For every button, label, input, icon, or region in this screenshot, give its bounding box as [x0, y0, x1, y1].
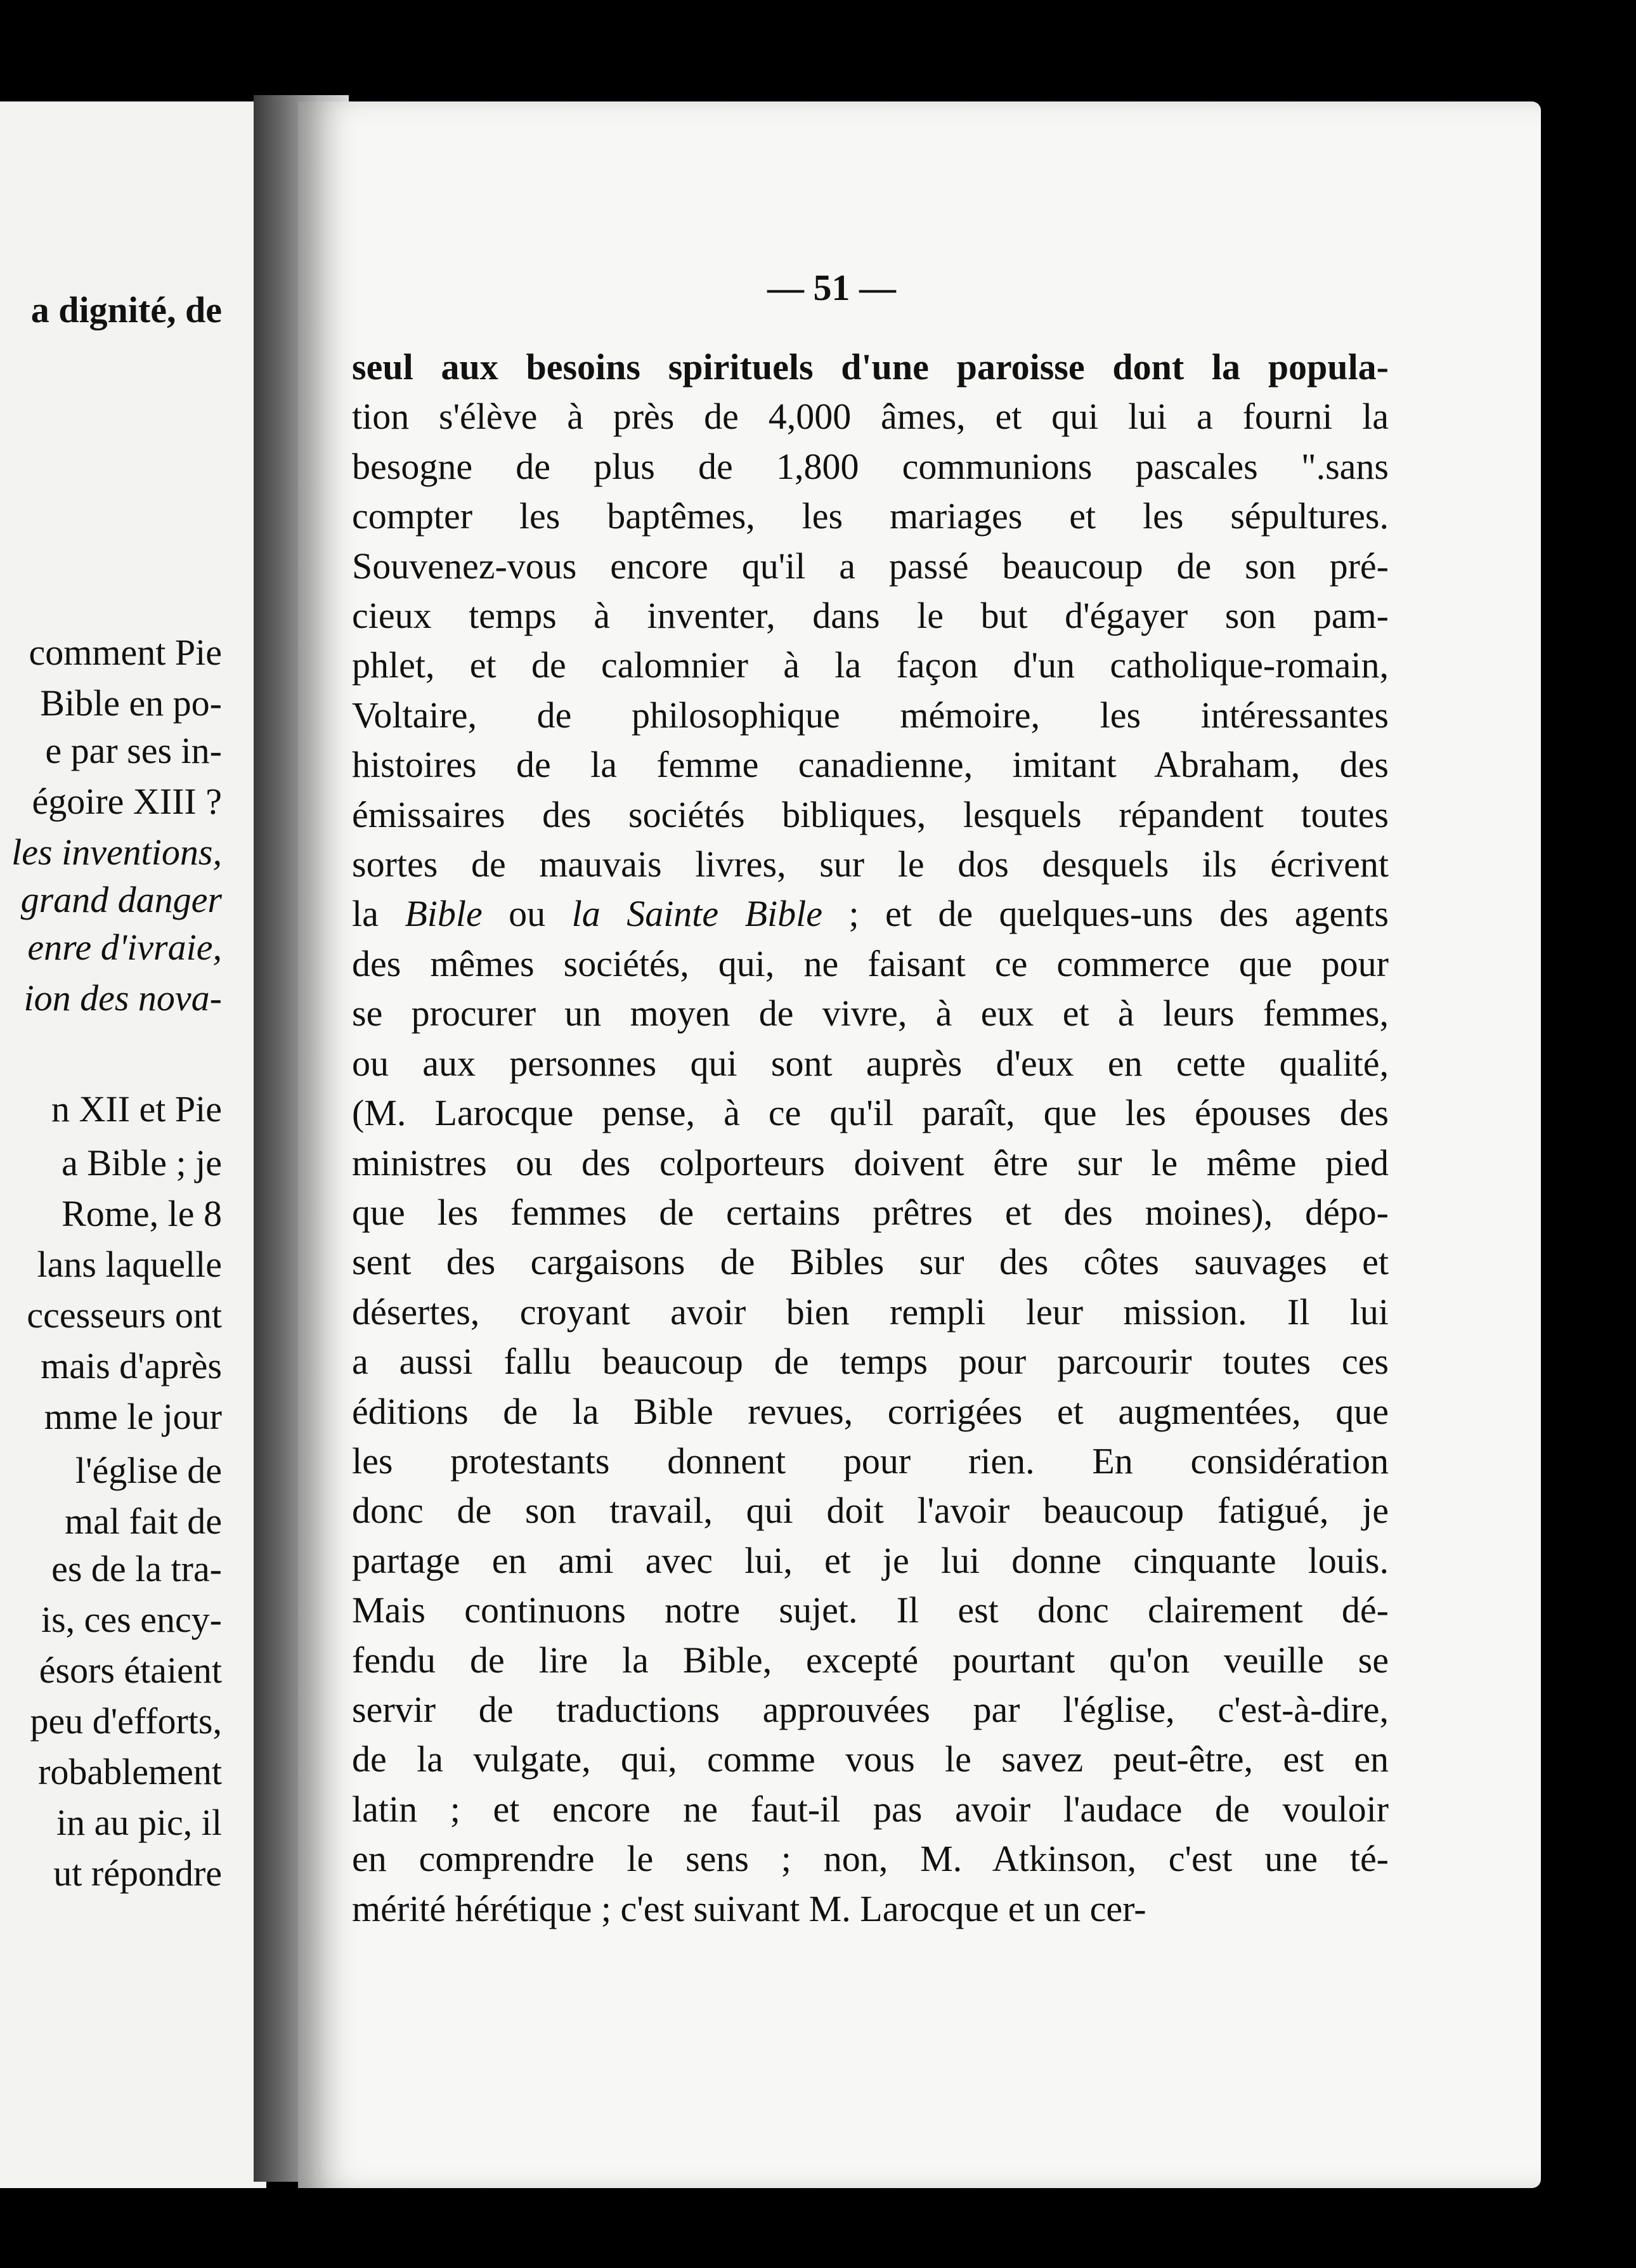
- left-page-line: es de la tra-: [51, 1548, 222, 1589]
- body-line: cieux temps à inventer, dans le but d'égayer son pam-: [352, 595, 1389, 637]
- left-page-line: comment Pie: [29, 632, 222, 673]
- body-line: a aussi fallu beaucoup de temps pour parcourir toutes ces: [352, 1341, 1389, 1383]
- left-page-line: mme le jour: [44, 1396, 222, 1437]
- body-line: les protestants donnent pour rien. En considération: [352, 1440, 1389, 1482]
- body-line: seul aux besoins spirituels d'une paroisse dont la popula-: [352, 346, 1389, 388]
- body-line: compter les baptêmes, les mariages et les sépultures.: [352, 495, 1389, 537]
- left-page-line: mais d'après: [41, 1345, 222, 1386]
- body-line: besogne de plus de 1,800 communions pascales ".sans: [352, 445, 1389, 487]
- body-line: désertes, croyant avoir bien rempli leur mission. Il lui: [352, 1291, 1389, 1333]
- body-line: Souvenez-vous encore qu'il a passé beaucoup de son pré-: [352, 545, 1389, 587]
- body-line: Voltaire, de philosophique mémoire, les intéressantes: [352, 694, 1389, 736]
- body-line: Mais continuons notre sujet. Il est donc clairement dé-: [352, 1589, 1389, 1631]
- body-line: émissaires des sociétés bibliques, lesquels répandent toutes: [352, 793, 1389, 835]
- left-page-line: in au pic, il: [56, 1802, 222, 1843]
- body-line: de la vulgate, qui, comme vous le savez peut-être, est en: [352, 1738, 1389, 1780]
- left-page-line: égoire XIII ?: [32, 781, 222, 822]
- body-line: en comprendre le sens ; non, M. Atkinson, c'est une té-: [352, 1838, 1389, 1880]
- body-line: des mêmes sociétés, qui, ne faisant ce commerce que pour: [352, 942, 1389, 984]
- body-line: ministres ou des colporteurs doivent être sur le même pied: [352, 1142, 1389, 1183]
- body-line: phlet, et de calomnier à la façon d'un catholique-romain,: [352, 644, 1389, 686]
- left-page-line: l'église de: [75, 1450, 222, 1491]
- left-page-line: ion des nova-: [23, 977, 222, 1019]
- body-line: donc de son travail, qui doit l'avoir beaucoup fatigué, je: [352, 1490, 1389, 1532]
- body-line: se procurer un moyen de vivre, à eux et à leurs femmes,: [352, 993, 1389, 1034]
- left-page-line: lans laquelle: [37, 1244, 222, 1285]
- left-page-line: peu d'efforts,: [30, 1700, 222, 1742]
- body-text: [352, 342, 1389, 1934]
- body-line: servir de traductions approuvées par l'église, c'est-à-dire,: [352, 1688, 1389, 1730]
- left-page-line: n XII et Pie: [51, 1088, 222, 1130]
- left-page-line: ut répondre: [53, 1853, 222, 1894]
- page-number: — 51 —: [767, 267, 896, 308]
- body-line: mérité hérétique ; c'est suivant M. Larocque et un cer-: [352, 1887, 1146, 1929]
- body-line: éditions de la Bible revues, corrigées et augmentées, que: [352, 1390, 1389, 1432]
- left-page-line: Bible en po-: [40, 682, 222, 724]
- body-line: partage en ami avec lui, et je lui donne cinquante louis.: [352, 1539, 1389, 1581]
- left-page-line: a dignité, de: [30, 289, 222, 330]
- left-page-line: grand danger: [20, 879, 222, 920]
- left-page-line: robablement: [38, 1751, 222, 1792]
- left-page-line: a Bible ; je: [62, 1142, 222, 1183]
- left-page-line: ésors étaient: [39, 1650, 222, 1691]
- body-line: sortes de mauvais livres, sur le dos desquels ils écrivent: [352, 844, 1389, 885]
- left-page-line: enre d'ivraie,: [27, 927, 222, 968]
- left-page-line: e par ses in-: [45, 730, 222, 771]
- body-line: la Bible ou la Sainte Bible ; et de quelques-uns des agents: [352, 893, 1389, 935]
- body-line: (M. Larocque pense, à ce qu'il paraît, que les épouses des: [352, 1092, 1389, 1134]
- left-page-line: ccesseurs ont: [27, 1294, 222, 1336]
- body-line: fendu de lire la Bible, excepté pourtant qu'on veuille se: [352, 1639, 1389, 1681]
- left-page-line: mal fait de: [64, 1501, 222, 1542]
- body-line: ou aux personnes qui sont auprès d'eux en cette qualité,: [352, 1042, 1389, 1084]
- body-line: que les femmes de certains prêtres et des moines), dépo-: [352, 1191, 1389, 1233]
- left-page-line: is, ces ency-: [41, 1599, 222, 1640]
- body-line: sent des cargaisons de Bibles sur des côtes sauvages et: [352, 1241, 1389, 1283]
- left-page-line: Rome, le 8: [62, 1193, 222, 1234]
- body-line: latin ; et encore ne faut-il pas avoir l'audace de vouloir: [352, 1788, 1389, 1830]
- left-page-line: les inventions,: [11, 831, 222, 873]
- left-page: [0, 101, 266, 2188]
- body-line: histoires de la femme canadienne, imitant Abraham, des: [352, 744, 1389, 786]
- body-line: tion s'élève à près de 4,000 âmes, et qui lui a fourni la: [352, 396, 1389, 438]
